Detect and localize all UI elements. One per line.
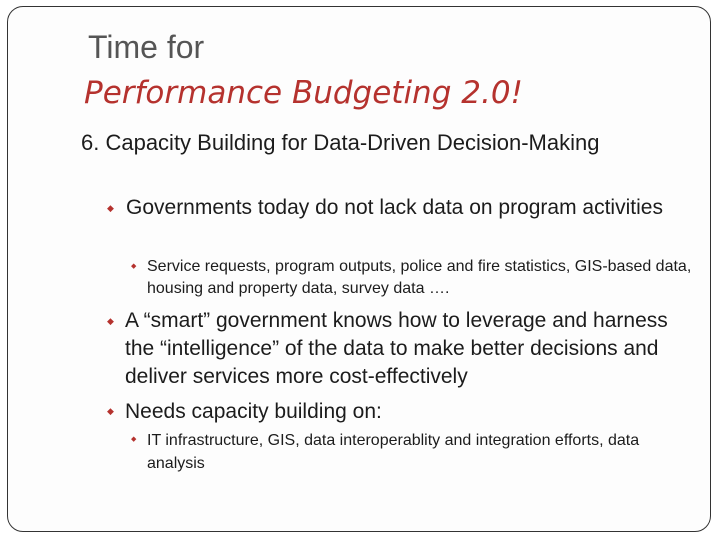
section-heading: 6. Capacity Building for Data-Driven Decision-Making: [81, 130, 600, 155]
slide-subtitle: Performance Budgeting 2.0!: [84, 75, 523, 111]
bullet-marker-icon: ◆: [107, 406, 114, 416]
bullet-level2: Service requests, program outputs, police and fire statistics, GIS-based data, housing and property data, survey data ….: [147, 258, 692, 297]
bullet-level2: IT infrastructure, GIS, data interoperablity and integration efforts, data analysis: [147, 432, 640, 472]
bullet-marker-icon: ◆: [131, 436, 137, 443]
bullet-level1: Needs capacity building on:: [125, 400, 382, 423]
bullet-level1: Governments today do not lack data on program activities: [126, 196, 663, 219]
bullet-marker-icon: ◆: [107, 203, 114, 213]
bullet-level1: A “smart” government knows how to leverage and harness the “intelligence” of the data to make better decisions and deliver services more cost-effectively: [125, 309, 668, 388]
bullet-marker-icon: ◆: [107, 316, 114, 326]
bullet-marker-icon: ◆: [131, 263, 137, 270]
slide-title: Time for: [88, 29, 205, 65]
slide-frame: [7, 6, 711, 532]
